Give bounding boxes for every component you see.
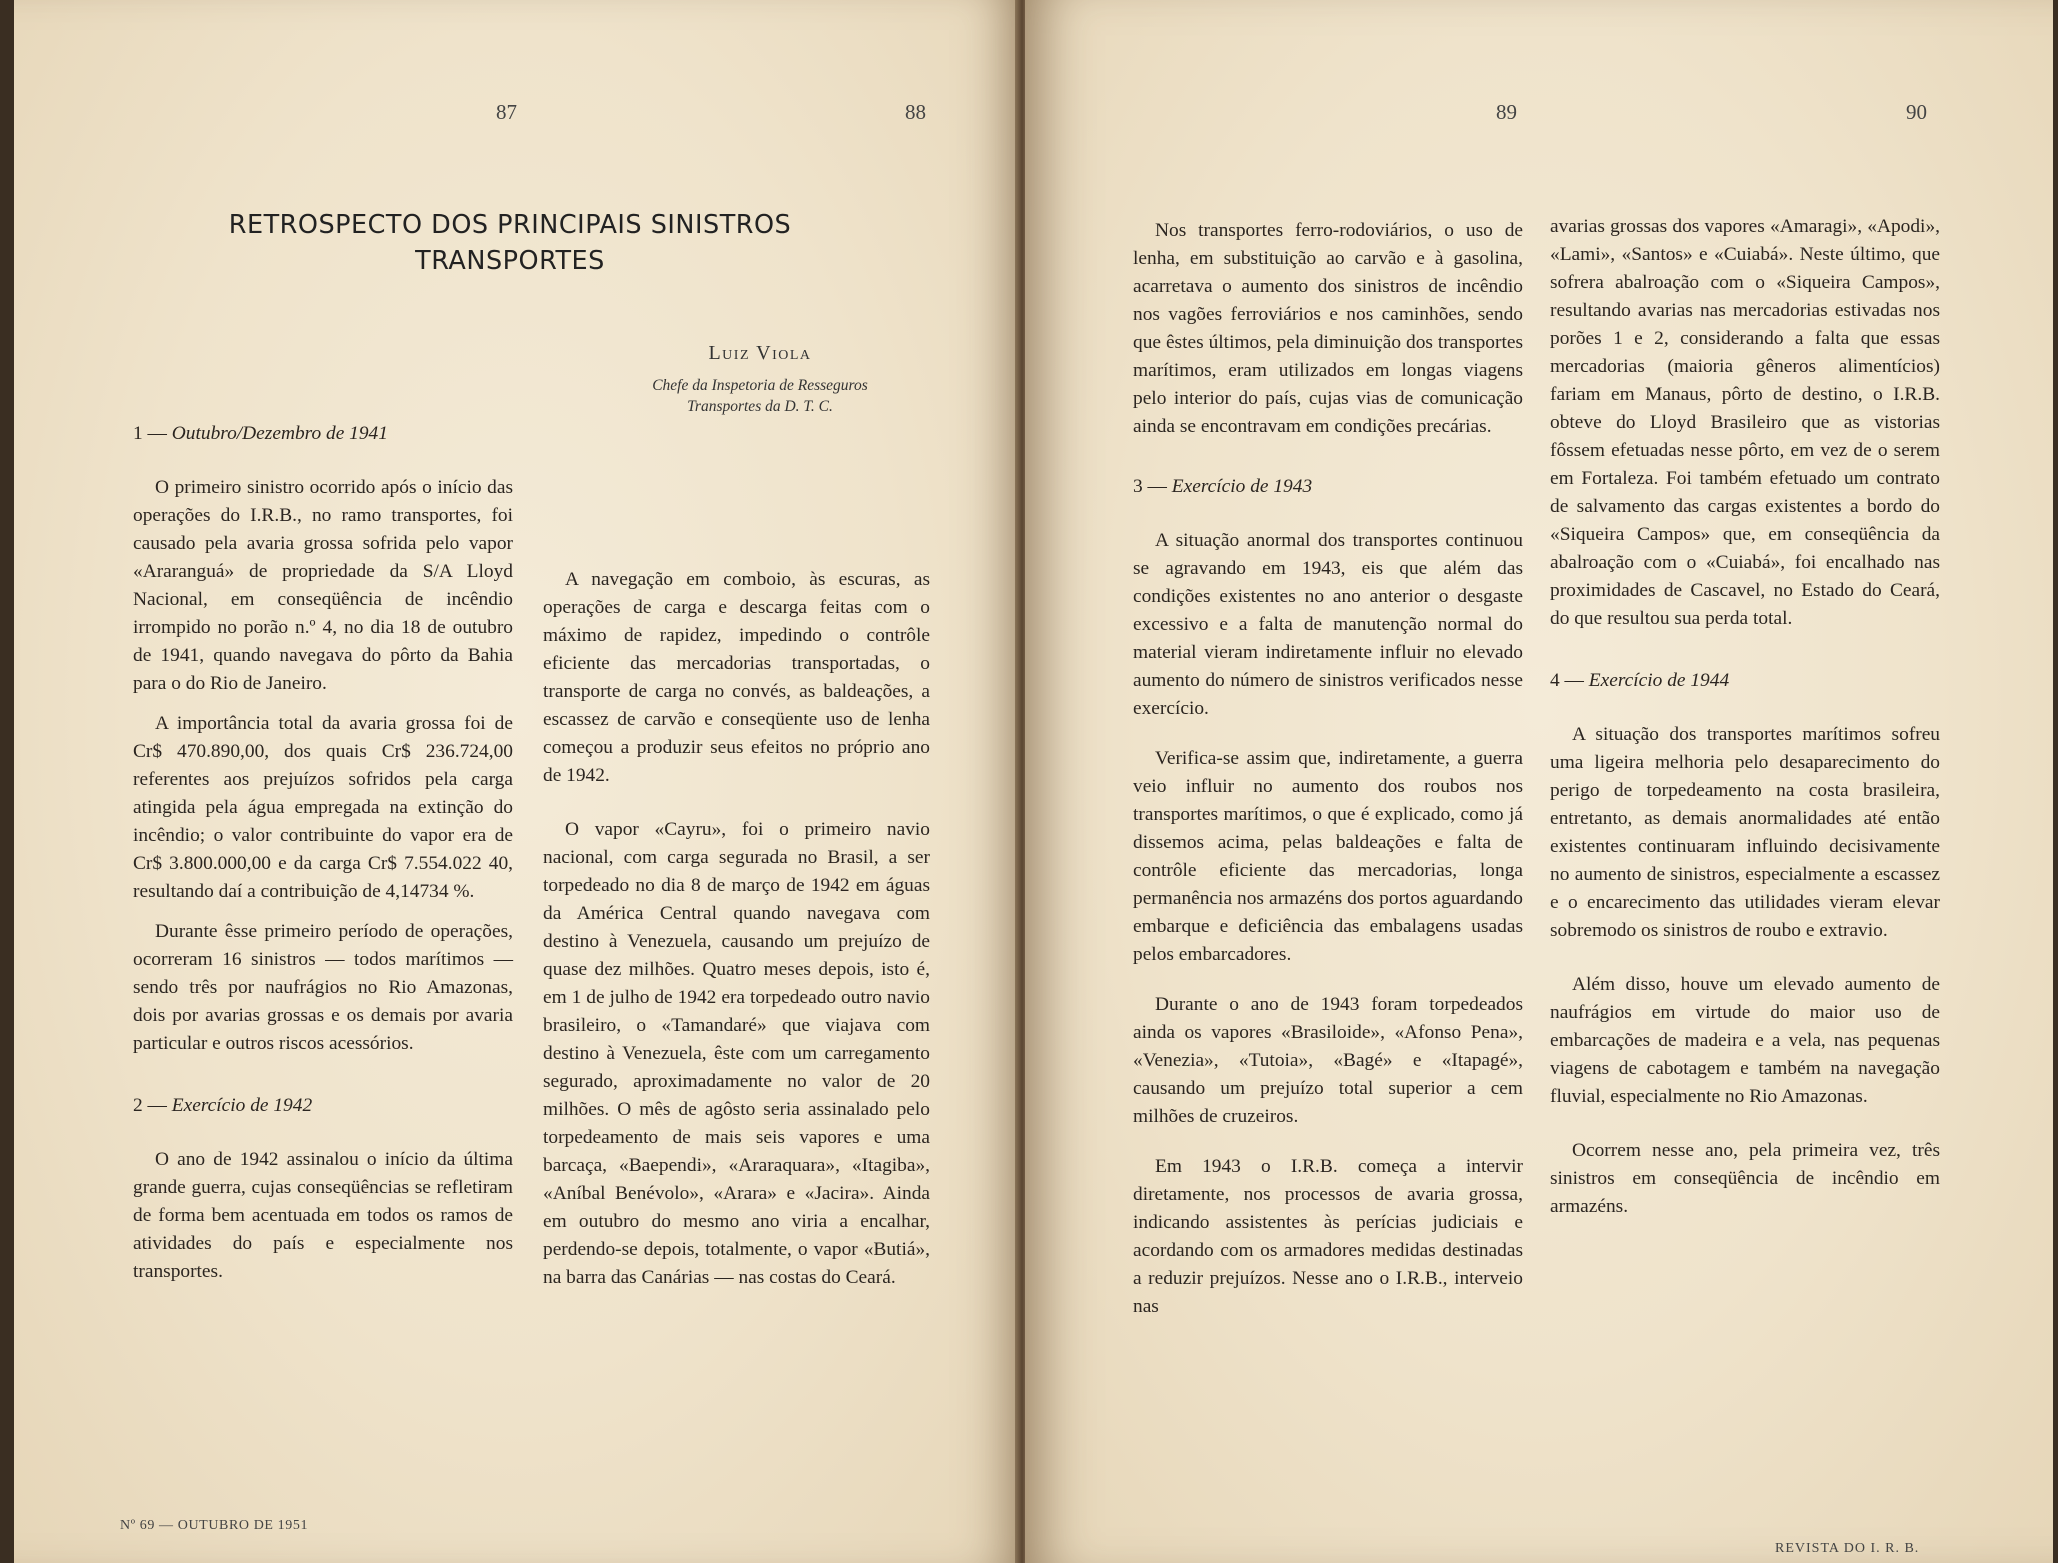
section-3-heading	[1133, 473, 1523, 501]
paragraph: O ano de 1942 assinalou o início da última grande guerra, cujas conseqüências se refletiram de forma bem acentuada em todos os ramos de atividades do país e especialmente nos transportes.	[133, 1149, 513, 1282]
author-block	[560, 342, 960, 417]
section-4-number: 4 —	[1550, 670, 1584, 691]
section-3-title: Exercício de 1943	[1171, 476, 1313, 497]
paragraph: Nos transportes ferro-rodoviários, o uso de lenha, em substituição ao carvão e à gasolina, acarretava o aumento dos sinistros de incêndio nos vagões ferroviários e nos caminhões, sendo que êstes últimos, pela diminuição dos transportes marítimos, eram utilizados em longas viagens pelo interior do país, cujas vias de comunicação ainda se encontravam em condições precárias.	[1133, 220, 1523, 437]
paragraph: O primeiro sinistro ocorrido após o início das operações do I.R.B., no ramo transportes, foi causado pela avaria grossa sofrida pelo vapor «Araranguá» de propriedade da S/A Lloyd Nacional, em conseqüência de incêndio irrompido no porão n.º 4, no dia 18 de outubro de 1941, quando navegava do pôrto da Bahia para o do Rio de Janeiro.	[133, 477, 513, 694]
column-4	[1550, 213, 1940, 1233]
paragraph: A situação anormal dos transportes continuou se agravando em 1943, eis que além das condições existentes no ano anterior o desgaste excessivo e a falta de manutenção normal do material vieram indiretamente influir no elevado aumento do número de sinistros verificados nesse exercício.	[1133, 530, 1523, 719]
section-2-number: 2 —	[133, 1095, 167, 1116]
section-3-number: 3 —	[1133, 476, 1167, 497]
paragraph: A situação dos transportes marítimos sofreu uma ligeira melhoria pelo desaparecimento do perigo de torpedeamento na costa brasileira, entretanto, as demais anormalidades até então existentes continuaram influindo decisivamente no aumento de sinistros, especialmente a escassez e o encarecimento das utilidades vieram elevar sobremodo os sinistros de roubo e extravio.	[1550, 724, 1940, 941]
page-number-87: 87	[496, 100, 517, 124]
paragraph: Em 1943 o I.R.B. começa a intervir diretamente, nos processos de avaria grossa, indicando assistentes às perícias judiciais e acordando com os armadores medidas destinadas a reduzir prejuízos. Nesse ano o I.R.B., interveio nas	[1133, 1156, 1523, 1317]
footer-issue: Nº 69 — OUTUBRO DE 1951	[120, 1518, 309, 1533]
section-1-heading	[133, 420, 513, 448]
page-number-89: 89	[1496, 100, 1517, 124]
section-1-title: Outubro/Dezembro de 1941	[171, 423, 388, 444]
paragraph: A importância total da avaria grossa foi de Cr$ 470.890,00, dos quais Cr$ 236.724,00 referentes aos prejuízos sofridos pela carga atingida pela água empregada na extinção do incêndio; o valor contribuinte do vapor era de Cr$ 3.800.000,00 e da carga Cr$ 7.554.022 40, resultando daí a contribuição de 4,14734 %.	[133, 713, 513, 902]
author-role	[560, 375, 960, 417]
title-line-2: TRANSPORTES	[415, 246, 605, 276]
article-title	[170, 207, 850, 279]
page-number-88: 88	[905, 100, 926, 124]
column-1	[133, 420, 513, 1298]
paragraph: Durante o ano de 1943 foram torpedeados ainda os vapores «Brasiloide», «Afonso Pena», «Venezia», «Tutoia», «Bagé» e «Itapagé», causando um prejuízo total superior a cem milhões de cruzeiros.	[1133, 994, 1523, 1127]
paragraph: A navegação em comboio, às escuras, as operações de carga e descarga feitas com o máximo de rapidez, impedindo o contrôle eficiente das mercadorias transportadas, o transporte de carga no convés, as baldeações, a escassez de carvão e conseqüente uso de lenha começou a produzir seus efeitos no próprio ano de 1942.	[543, 569, 930, 786]
section-1-number: 1 —	[133, 423, 167, 444]
footer-journal: REVISTA DO I. R. B.	[1775, 1541, 1920, 1556]
section-2-heading	[133, 1092, 513, 1120]
author-role-line-1: Chefe da Inspetoria de Resseguros	[652, 377, 868, 394]
paragraph: Verifica-se assim que, indiretamente, a guerra veio influir no aumento dos roubos nos transportes marítimos, o que é explicado, como já dissemos acima, pelas baldeações e falta de contrôle eficiente das mercadorias, longa permanência nos armazéns dos portos aguardando embarque e deficiência das embalagens usadas pelos embarcadores.	[1133, 748, 1523, 965]
section-4-heading	[1550, 667, 1940, 695]
column-3	[1133, 217, 1523, 1333]
section-4-title: Exercício de 1944	[1588, 670, 1730, 691]
paragraph: O vapor «Cayru», foi o primeiro navio nacional, com carga segurada no Brasil, a ser torpedeado no dia 8 de março de 1942 em águas da América Central quando navegava com destino à Venezuela, causando um prejuízo de quase dez milhões. Quatro meses depois, isto é, em 1 de julho de 1942 era torpedeado outro navio brasileiro, o «Tamandaré» que viajava com destino à Venezuela, êste com um carregamento segurado, aproximadamente no valor de 20 milhões. O mês de agôsto seria assinalado pelo torpedeamento de mais seis vapores e uma barcaça, «Baependi», «Araraquara», «Itagiba», «Aníbal Benévolo», «Arara» e «Jacira». Ainda em outubro do mesmo ano viria a encalhar, perdendo-se depois, totalmente, o vapor «Butiá», na barra das Canárias — nas costas do Ceará.	[543, 819, 930, 1288]
page-number-90: 90	[1906, 100, 1927, 124]
author-role-line-2: Transportes da D. T. C.	[687, 398, 833, 415]
paragraph: Ocorrem nesse ano, pela primeira vez, três sinistros em conseqüência de incêndio em armazéns.	[1550, 1140, 1940, 1217]
paragraph: Além disso, houve um elevado aumento de naufrágios em virtude do maior uso de embarcações de madeira e a vela, nas pequenas viagens de cabotagem e também na navegação fluvial, especialmente no Rio Amazonas.	[1550, 974, 1940, 1107]
section-2-title: Exercício de 1942	[171, 1095, 313, 1116]
author-name: Luiz Viola	[708, 342, 812, 364]
title-line-1: RETROSPECTO DOS PRINCIPAIS SINISTROS	[228, 210, 792, 240]
paragraph: avarias grossas dos vapores «Amaragi», «Apodi», «Lami», «Santos» e «Cuiabá». Neste último, que sofrera abalroação com o «Siqueira Campos», resultando avarias nas mercadorias estivadas nos porões 1 e 2, considerando a falta que essas mercadorias (maioria gêneros alimentícios) fariam em Manaus, pôrto de destino, o I.R.B. obteve do Lloyd Brasileiro que as vistorias fôssem efetuadas nesse pôrto, em vez de o serem em Fortaleza. Foi também efetuado um contrato de salvamento das cargas existentes a bordo do «Siqueira Campos» que, em conseqüência da abalroação com o «Cuiabá», foi encalhado nas proximidades de Cascavel, no Estado do Ceará, do que resultou sua perda total.	[1550, 216, 1940, 629]
column-2	[543, 566, 930, 1304]
paragraph: Durante êsse primeiro período de operações, ocorreram 16 sinistros — todos marítimos — sendo três por naufrágios no Rio Amazonas, dois por avarias grossas e os demais por avaria particular e outros riscos acessórios.	[133, 921, 513, 1054]
